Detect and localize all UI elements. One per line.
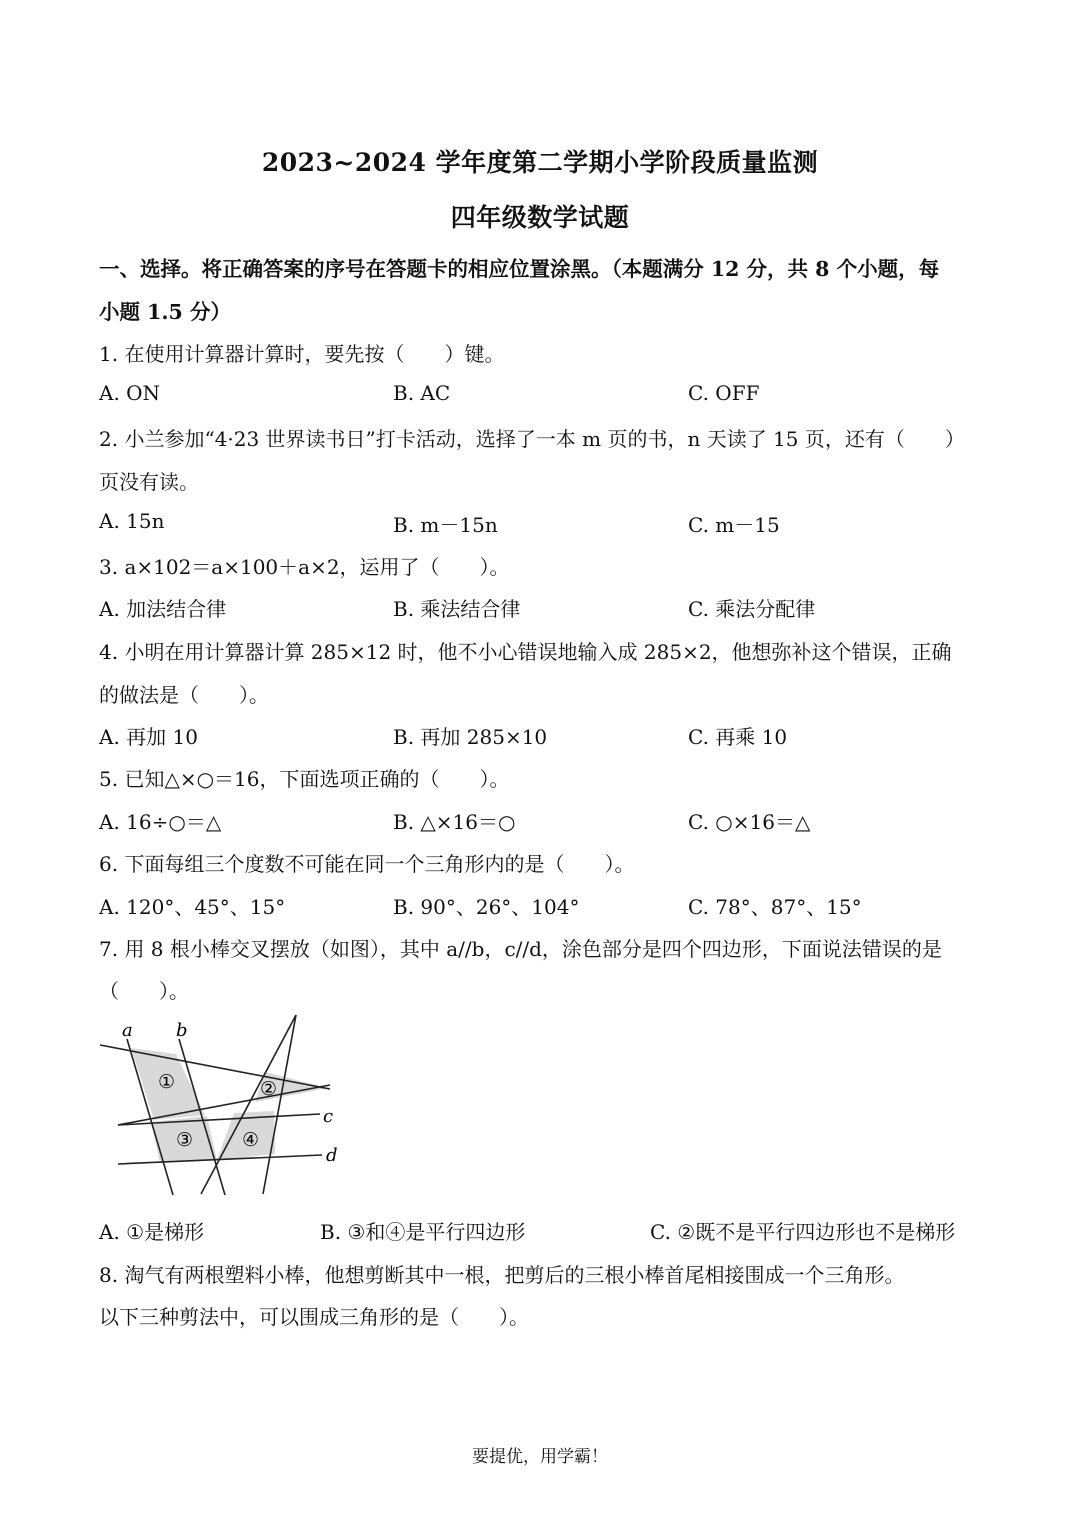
- question-4: 4. 小明在用计算器计算 285×12 时，他不小心错误地输入成 285×2，他想弥补这个错误，正确: [99, 640, 952, 664]
- exam-subtitle: 四年级数学试题: [450, 203, 630, 232]
- region-2-label: ②: [260, 1078, 278, 1100]
- q5-option-a: A. 16÷○＝△: [99, 810, 222, 834]
- q3-option-c: C. 乘法分配律: [688, 597, 816, 621]
- question-3: 3. a×102＝a×100＋a×2，运用了（ ）。: [99, 555, 510, 579]
- q1-option-b: B. AC: [393, 381, 451, 405]
- question-8-cont: 以下三种剪法中，可以围成三角形的是（ ）。: [99, 1305, 529, 1329]
- q7-option-c: C. ②既不是平行四边形也不是梯形: [650, 1220, 956, 1244]
- q1-option-a: A. ON: [99, 381, 161, 405]
- label-d: d: [326, 1145, 338, 1166]
- question-2-cont: 页没有读。: [99, 470, 199, 494]
- label-a: a: [122, 1020, 133, 1041]
- region-4-label: ④: [242, 1129, 260, 1151]
- label-b: b: [176, 1020, 188, 1041]
- question-7-cont: （ ）。: [99, 979, 189, 1003]
- region-1-label: ①: [158, 1071, 176, 1093]
- q6-option-a: A. 120°、45°、15°: [99, 895, 286, 919]
- stick-b: [179, 1039, 225, 1195]
- q7-option-b: B. ③和④是平行四边形: [320, 1220, 526, 1244]
- question-5: 5. 已知△×○＝16，下面选项正确的（ ）。: [99, 767, 510, 791]
- section-heading: 一、选择。将正确答案的序号在答题卡的相应位置涂黑。（本题满分 12 分，共 8 个小题，每: [99, 257, 940, 281]
- page-footer: 要提优，用学霸！: [472, 1447, 608, 1467]
- section-heading-cont: 小题 1.5 分）: [99, 300, 231, 324]
- question-1: 1. 在使用计算器计算时，要先按（ ）键。: [99, 342, 505, 366]
- q5-option-b: B. △×16＝○: [393, 810, 516, 834]
- question-2: 2. 小兰参加“4·23 世界读书日”打卡活动，选择了一本 m 页的书，n 天读了 15 页，还有（ ）: [99, 427, 965, 451]
- q2-option-a: A. 15n: [99, 509, 165, 533]
- stick-cross-2: [263, 1015, 296, 1194]
- q4-option-a: A. 再加 10: [99, 725, 198, 749]
- question-7: 7. 用 8 根小棒交叉摆放（如图），其中 a//b，c//d，涂色部分是四个四边形，下面说法错误的是: [99, 937, 942, 961]
- q4-option-c: C. 再乘 10: [688, 725, 788, 749]
- question-6: 6. 下面每组三个度数不可能在同一个三角形内的是（ ）。: [99, 852, 635, 876]
- q3-option-a: A. 加法结合律: [99, 597, 227, 621]
- q3-option-b: B. 乘法结合律: [393, 597, 521, 621]
- q6-option-c: C. 78°、87°、15°: [688, 895, 862, 919]
- region-3-label: ③: [176, 1129, 194, 1151]
- question-7-figure: [90, 1012, 350, 1202]
- label-c: c: [323, 1106, 334, 1127]
- stick-cross-1: [201, 1015, 296, 1194]
- q7-option-a: A. ①是梯形: [99, 1220, 205, 1244]
- q5-option-c: C. ○×16＝△: [688, 810, 811, 834]
- question-4-cont: 的做法是（ ）。: [99, 683, 269, 707]
- q4-option-b: B. 再加 285×10: [393, 725, 548, 749]
- q6-option-b: B. 90°、26°、104°: [393, 895, 580, 919]
- q2-option-b: B. m－15n: [393, 513, 498, 537]
- q2-option-c: C. m－15: [688, 513, 780, 537]
- exam-title: 2023~2024 学年度第二学期小学阶段质量监测: [261, 148, 819, 177]
- q1-option-c: C. OFF: [688, 381, 760, 405]
- question-8: 8. 淘气有两根塑料小棒，他想剪断其中一根，把剪后的三根小棒首尾相接围成一个三角形。: [99, 1263, 905, 1287]
